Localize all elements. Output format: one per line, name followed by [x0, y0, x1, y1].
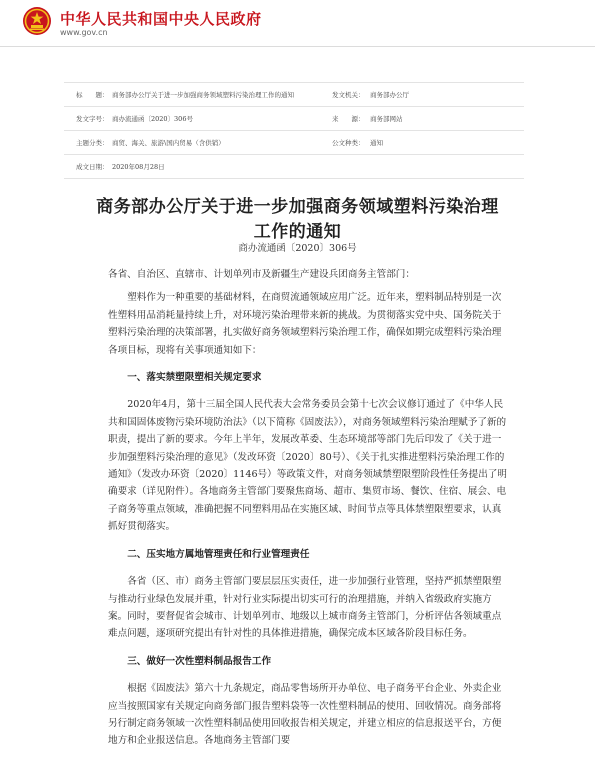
national-emblem-icon[interactable]: [22, 6, 52, 36]
document-title-line1: 商务部办公厅关于进一步加强商务领域塑料污染治理: [96, 197, 499, 217]
meta-value-docno: 商办流通函〔2020〕306号: [112, 115, 193, 123]
meta-label-date: 成文日期：: [76, 163, 109, 171]
meta-value-type: 通知: [370, 139, 383, 147]
header-divider: [0, 46, 595, 47]
section-paragraph-2: 各省（区、市）商务主管部门要层层压实责任，进一步加强行业管理，坚持严抓禁塑限塑与推动行业绿色发展并重，针对行业实际提出切实可行的治理措施，并纳入省级政府实施方案。同时，要督促省会城市、计划单列市、地级以上城市商务主管部门，分析评估各领域重点难点问题，逐项研究提出有针对性的具体推进措施，确保完成本区域各阶段目标任务。: [108, 576, 502, 640]
meta-row-date: [64, 155, 524, 179]
document-title-line2: 工作的通知: [253, 222, 342, 242]
meta-row-subject: [64, 131, 524, 155]
section-heading-3: 三、做好一次性塑料制品报告工作: [127, 655, 272, 667]
meta-label-subject: 主题分类：: [76, 139, 109, 147]
meta-label-issuer: 发文机关：: [332, 91, 365, 99]
meta-label-docno: 发文字号：: [76, 115, 109, 123]
site-header: [0, 0, 595, 46]
document-body: [108, 266, 510, 760]
meta-value-issuer: 商务部办公厅: [370, 91, 409, 99]
document-metadata-table: [64, 82, 524, 179]
meta-label-type: 公文种类：: [332, 139, 365, 147]
section-heading-1: 一、落实禁塑限塑相关规定要求: [127, 372, 262, 384]
meta-row-title: [64, 83, 524, 107]
site-title[interactable]: 中华人民共和国中央人民政府: [60, 10, 262, 28]
meta-value-source: 商务部网站: [370, 115, 403, 123]
section-paragraph-3: 根据《固废法》第六十九条规定，商品零售场所开办单位、电子商务平台企业、外卖企业应当按照国家有关规定向商务部门报告塑料袋等一次性塑料制品的使用、回收情况。商务部将另行制定商务领域一次性塑料制品使用回收报告相关规定，并建立相应的信息报送平台，方便地方和企业报送信息。各地商务主管部门要: [108, 683, 502, 747]
meta-row-docno: [64, 107, 524, 131]
meta-value-date: 2020年08月28日: [112, 163, 165, 171]
meta-label-title: 标 题：: [76, 91, 109, 99]
site-url[interactable]: www.gov.cn: [60, 28, 108, 37]
document-number: 商办流通函〔2020〕306号: [238, 243, 357, 254]
section-heading-2: 二、压实地方属地管理责任和行业管理责任: [127, 548, 310, 560]
meta-label-source: 来 源：: [332, 115, 365, 123]
section-paragraph-1: 2020年4月，第十三届全国人民代表大会常务委员会第十七次会议修订通过了《中华人民共和国固体废物污染环境防治法》（以下简称《固废法》），对商务领域塑料污染治理赋予了新的职责，提出了新的要求。今年上半年，发展改革委、生态环境部等部门先后印发了《关于进一步加强塑料污染治理的意见》（发改环资〔2020〕80号）、《关于扎实推进塑料污染治理工作的通知》（发改办环资〔2020〕1146号）等政策文件，对商务领域禁塑限塑阶段性任务提出了明确要求（详见附件）。各地商务主管部门要聚焦商场、超市、集贸市场、餐饮、住宿、展会、电子商务等重点领域，准确把握不同塑料用品在实施区域、时间节点等具体禁塑限塑要求，认真抓好贯彻落实。: [108, 399, 507, 533]
intro-paragraph: 塑料作为一种重要的基础材料，在商贸流通领域应用广泛。近年来，塑料制品特别是一次性塑料用品消耗量持续上升，对环境污染治理带来新的挑战。为贯彻落实党中央、国务院关于塑料污染治理的决策部署，扎实做好商务领域塑料污染治理工作，确保如期完成塑料污染治理各项目标，现将有关事项通知如下：: [108, 292, 502, 356]
meta-value-title: 商务部办公厅关于进一步加强商务领域塑料污染治理工作的通知: [112, 91, 294, 99]
salutation: 各省、自治区、直辖市、计划单列市及新疆生产建设兵团商务主管部门：: [108, 269, 415, 280]
meta-value-subject: 商贸、海关、旅游\国内贸易（含供销）: [112, 139, 225, 147]
